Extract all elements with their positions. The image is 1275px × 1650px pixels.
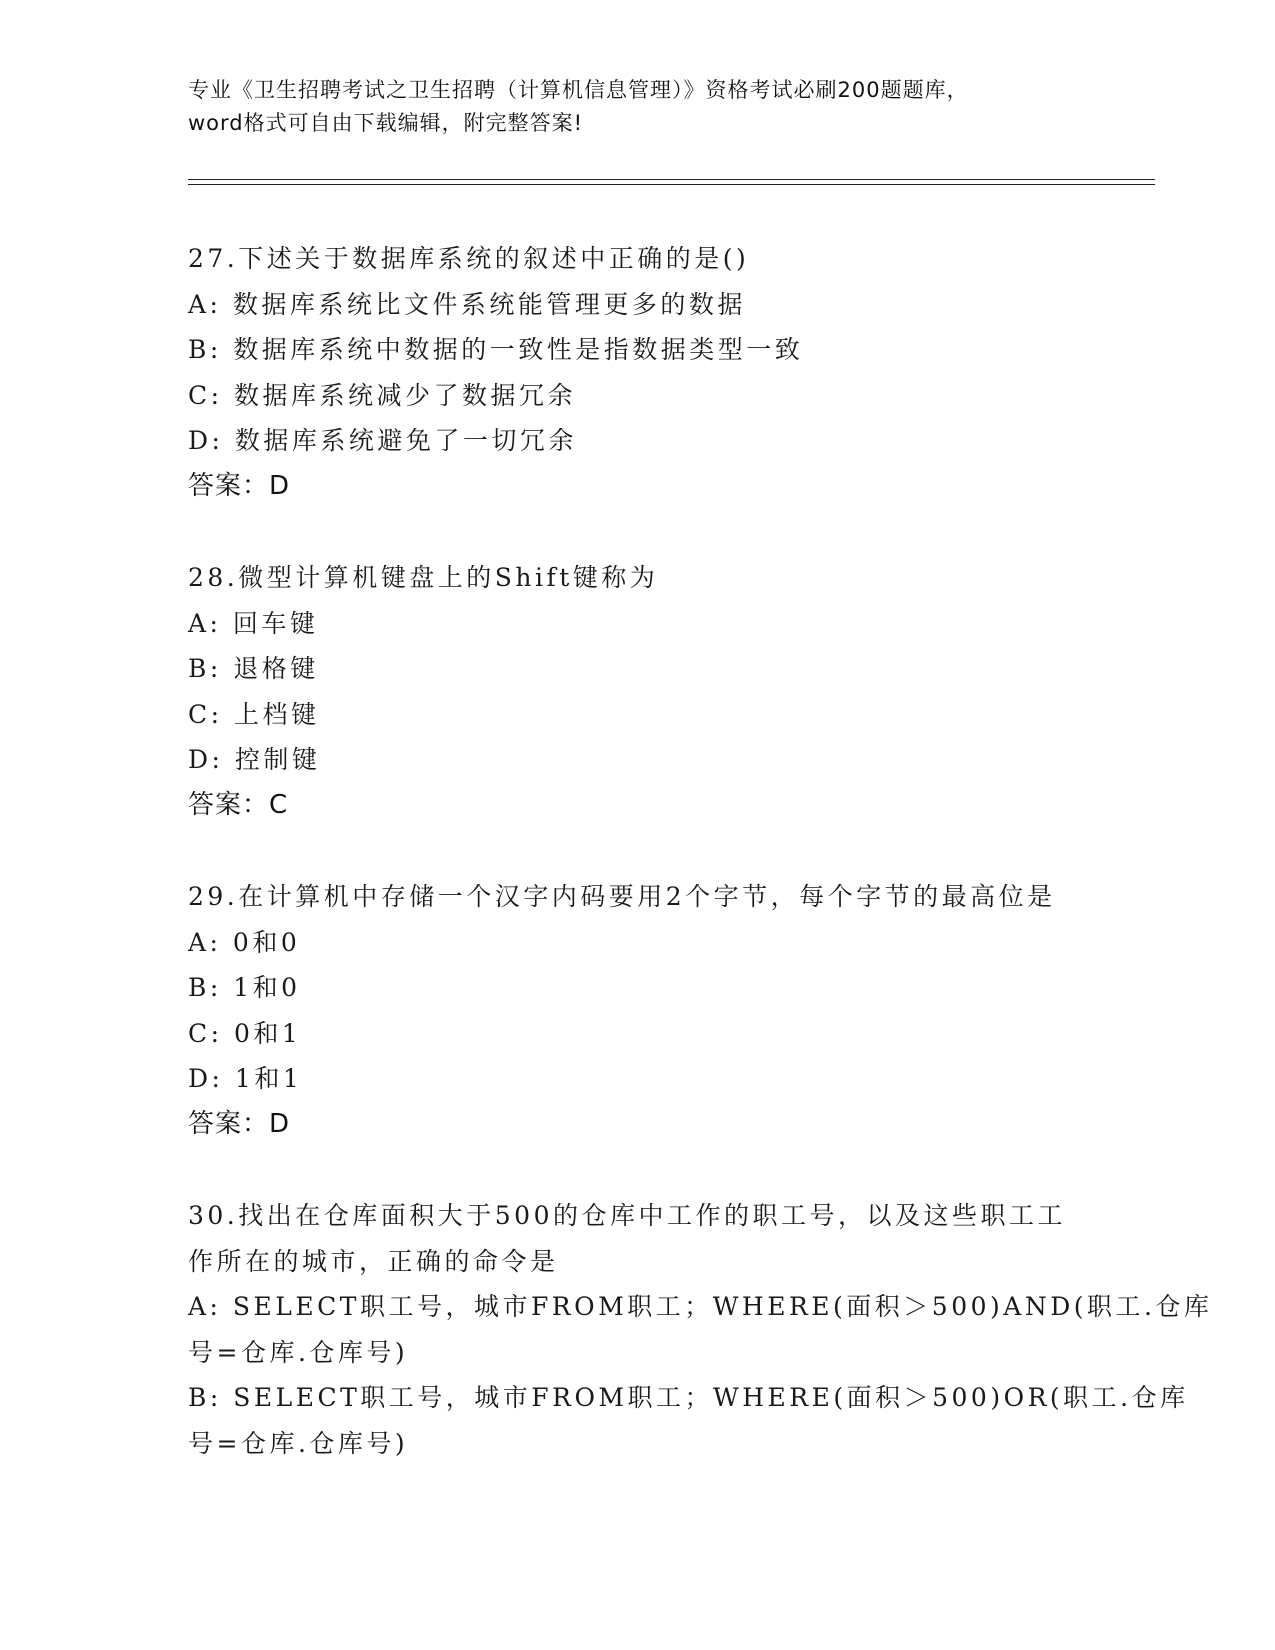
question-block — [188, 874, 1088, 1147]
option-b: B: 1和0 — [188, 973, 301, 1002]
option-c: C: 0和1 — [188, 1018, 302, 1048]
header-divider-top — [188, 179, 1155, 180]
option-a: A: 回车键 — [188, 608, 319, 638]
question-block — [188, 555, 1088, 828]
answer-label: 答案：D — [188, 1108, 291, 1139]
option-b: 号=仓库.仓库号) — [188, 1428, 409, 1458]
header-line-2: word格式可自由下载编辑，附完整答案! — [188, 111, 584, 135]
answer-label: 答案：D — [188, 470, 291, 501]
header-divider-bottom — [188, 184, 1155, 185]
option-d: D: 数据库系统避免了一切冗余 — [188, 426, 577, 455]
option-b: B: 数据库系统中数据的一致性是指数据类型一致 — [188, 335, 804, 364]
option-d: D: 1和1 — [188, 1064, 303, 1093]
option-c: C: 数据库系统减少了数据冗余 — [188, 380, 576, 410]
document-header — [188, 74, 1088, 140]
question-stem: 27.下述关于数据库系统的叙述中正确的是() — [188, 244, 750, 273]
option-a: A: 0和0 — [188, 927, 301, 957]
option-c: C: 上档键 — [188, 699, 320, 729]
question-block — [188, 236, 1088, 509]
option-b: B: 退格键 — [188, 654, 319, 683]
option-a: A: 数据库系统比文件系统能管理更多的数据 — [188, 289, 746, 319]
option-a: A: SELECT职工号，城市FROM职工；WHERE(面积＞500)AND(职工.仓库 — [188, 1292, 1213, 1321]
answer-label: 答案：C — [188, 789, 289, 820]
option-b: B: SELECT职工号，城市FROM职工；WHERE(面积＞500)OR(职工.仓库 — [188, 1383, 1189, 1412]
header-line-1: 专业《卫生招聘考试之卫生招聘（计算机信息管理）》资格考试必刷200题题库， — [188, 78, 969, 102]
option-a: 号=仓库.仓库号) — [188, 1337, 409, 1367]
question-list — [188, 236, 1213, 1512]
option-d: D: 控制键 — [188, 745, 321, 774]
question-block — [188, 1193, 1213, 1466]
question-stem: 作所在的城市，正确的命令是 — [188, 1246, 559, 1276]
question-stem: 30.找出在仓库面积大于500的仓库中工作的职工号，以及这些职工工 — [188, 1201, 1066, 1230]
question-stem: 29.在计算机中存储一个汉字内码要用2个字节，每个字节的最高位是 — [188, 882, 1056, 911]
question-stem: 28.微型计算机键盘上的Shift键称为 — [188, 563, 659, 592]
